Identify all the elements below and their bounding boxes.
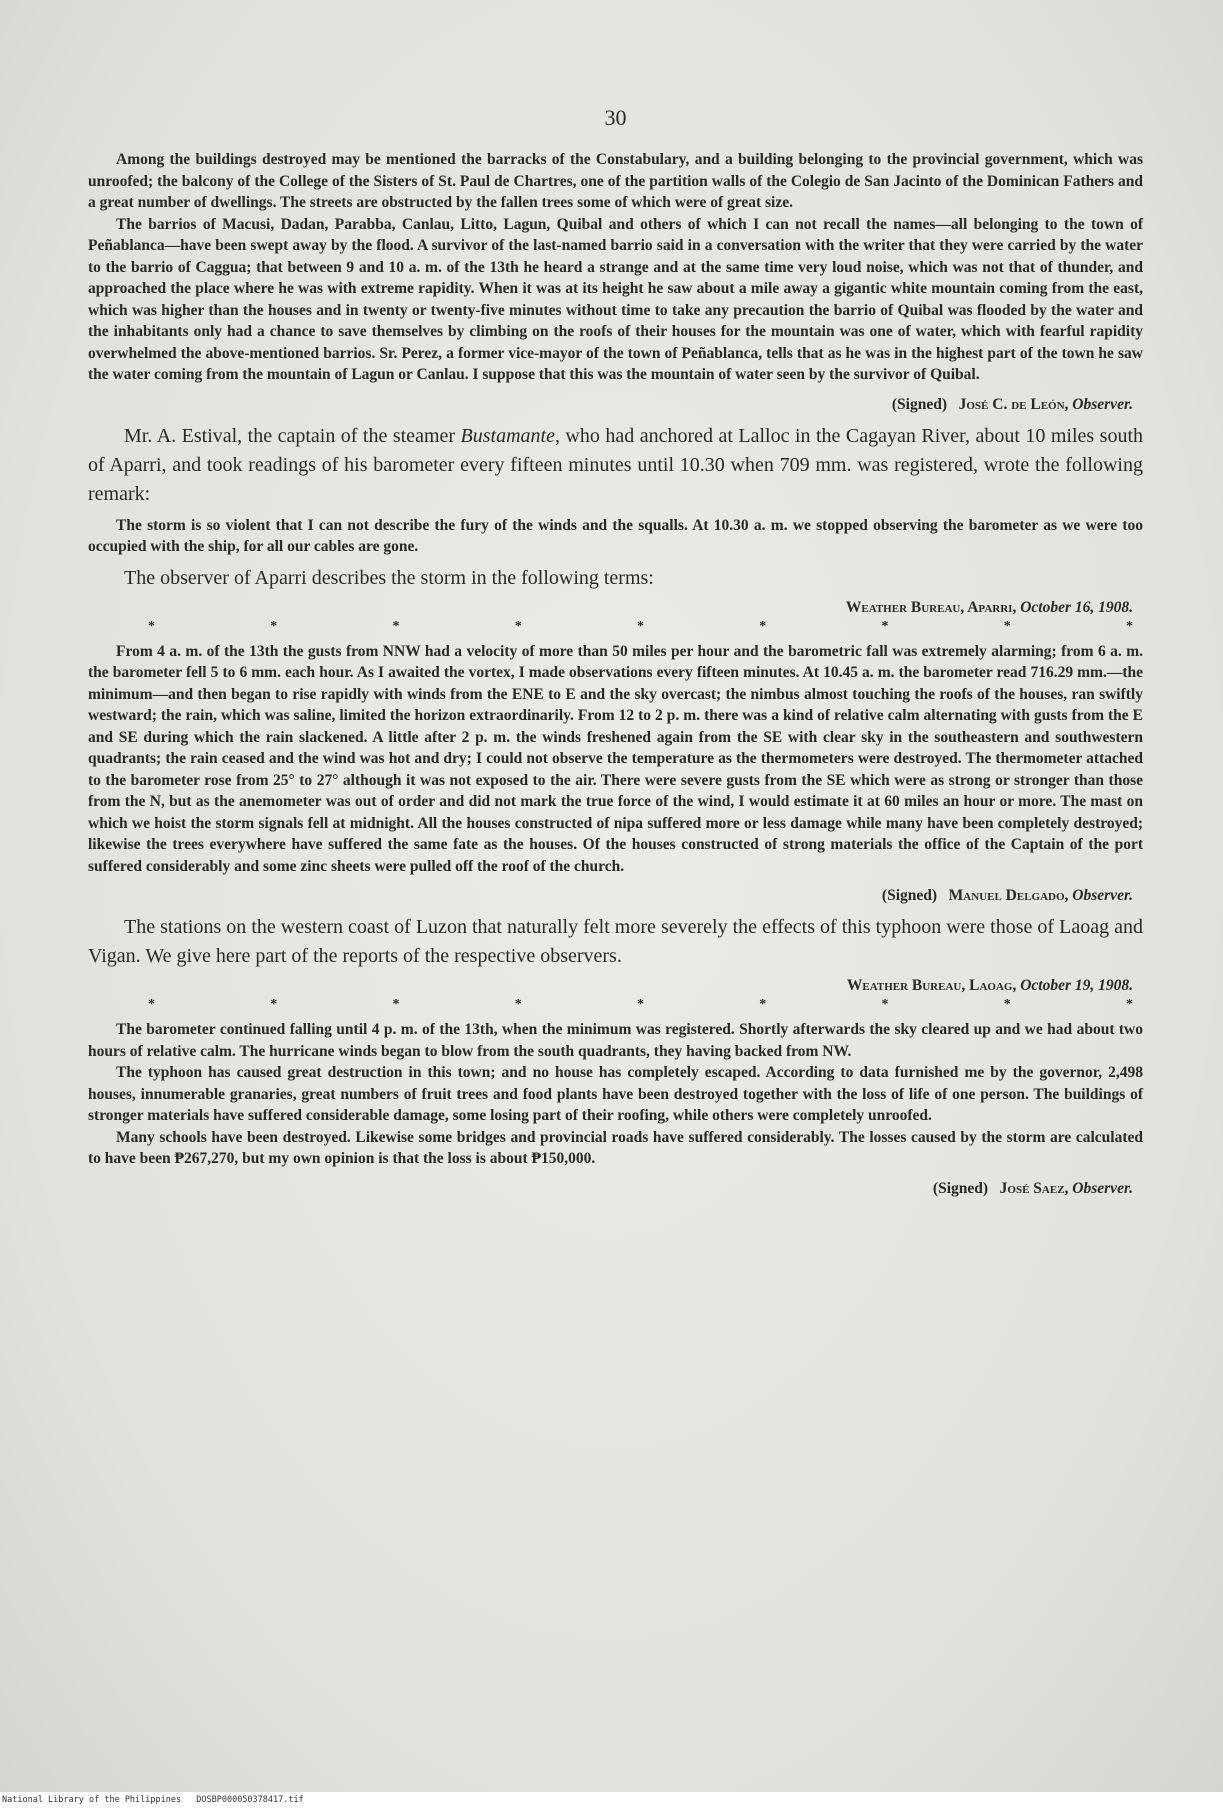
ellipsis-mark: * bbox=[514, 997, 522, 1012]
page-number: 30 bbox=[604, 105, 627, 130]
observer-role: Observer. bbox=[1072, 1179, 1133, 1197]
ellipsis-row bbox=[88, 997, 1143, 1013]
ellipsis-mark: * bbox=[392, 997, 400, 1012]
scan-footer bbox=[0, 1792, 1223, 1808]
ellipsis-mark: * bbox=[759, 618, 767, 634]
ellipsis-mark: * bbox=[148, 618, 155, 634]
ellipsis-mark: * bbox=[148, 997, 155, 1012]
ellipsis-mark: * bbox=[1003, 997, 1011, 1012]
heading-laoag bbox=[88, 977, 1133, 995]
ellipsis-mark: * bbox=[392, 618, 400, 634]
paragraph-barrios-flood: The barrios of Macusi, Dadan, Parabba, Canlau, Litto, Lagun, Quibal and others of which I can not recall the names—all belonging to the town of Peñablanca—have been swept away by the flood. A survivor of the last-named barrio said in a conversation with the writer that they were carried by the water to the barrio of Caggua; that between 9 and 10 a. m. of the 13th he heard a strange and at the same time very loud noise, which was not that of thunder, and approached the place where he was with extreme rapidity. When it was at its height he saw about a mile away a gigantic white mountain coming from the east, which was higher than the houses and in twenty or twenty-five minutes without time to take any precaution the barrio of Quibal was flooded by the water and the inhabitants only had a chance to save themselves by climbing on the roofs of their houses for the mountain was one of water, which with fearful rapidity overwhelmed the above-mentioned barrios. Sr. Perez, a former vice-mayor of the town of Peñablanca, tells that as he was in the highest part of the town he saw the water coming from the mountain of Lagun or Canlau. I suppose that this was the mountain of water seen by the survivor of Quibal. bbox=[88, 215, 1143, 383]
paragraph-laoag-barometer: The barometer continued falling until 4 p. m. of the 13th, when the minimum was registered. Shortly afterwards the sky cleared up and we had about two hours of relative calm. The hurricane winds began to blow from the south quadrants, they having backed from NW. bbox=[88, 1021, 1143, 1060]
heading-aparri bbox=[88, 599, 1133, 617]
signature-delgado bbox=[88, 887, 1133, 905]
ellipsis-mark: * bbox=[637, 618, 644, 634]
estival-text-end: , who had anchored at Lalloc in the Cagayan River, about 10 miles south of Aparri, and took readings of his barometer every fifteen minutes until 10.30 when 709 mm. was registered, wrote the following remark: bbox=[88, 424, 1143, 505]
paragraph-laoag-destruction: The typhoon has caused great destruction in this town; and no house has completely escaped. According to data furnished me by the governor, 2,498 houses, innumerable granaries, great numbers of fruit trees and food plants have been destroyed together with the loss of life of one person. The buildings of stronger materials have suffered considerable damage, some losing part of their roofing, while others were completely unroofed. bbox=[88, 1064, 1143, 1124]
ellipsis-mark: * bbox=[270, 997, 278, 1012]
signature-de-leon bbox=[88, 396, 1133, 414]
paragraph-laoag-losses: Many schools have been destroyed. Likewise some bridges and provincial roads have suffered considerably. The losses caused by the storm are calculated to have been ₱267,270, but my own opinion is that the loss is about ₱150,000. bbox=[88, 1128, 1143, 1167]
heading-place: Weather Bureau, Aparri, bbox=[845, 598, 1017, 616]
paragraph-estival bbox=[88, 422, 1143, 509]
ellipsis-mark: * bbox=[881, 997, 889, 1012]
paragraph-buildings-destroyed: Among the buildings destroyed may be mentioned the barracks of the Constabulary, and a building belonging to the provincial government, which was unroofed; the balcony of the College of the Sisters of St. Paul de Chartres, one of the partition walls of the Colegio de San Jacinto of the Dominican Fathers and a great number of dwellings. The streets are obstructed by the fallen trees some of which were of great size. bbox=[88, 151, 1143, 211]
ellipsis-mark: * bbox=[881, 618, 889, 634]
signed-prefix: (Signed) bbox=[891, 395, 947, 413]
paragraph-western-coast: The stations on the western coast of Luzon that naturally felt more severely the effects of this typhoon were those of Laoag and Vigan. We give here part of the reports of the respective observers. bbox=[88, 916, 1143, 967]
ship-name: Bustamante bbox=[460, 424, 555, 447]
heading-date: October 16, 1908. bbox=[1020, 598, 1133, 616]
observer-name: Manuel Delgado, bbox=[948, 887, 1069, 904]
observer-name: José C. de León, bbox=[958, 395, 1069, 413]
observer-role: Observer. bbox=[1072, 887, 1133, 904]
ellipsis-mark: * bbox=[270, 618, 278, 634]
ellipsis-mark: * bbox=[637, 997, 644, 1012]
page-content bbox=[88, 105, 1143, 1206]
heading-date: October 19, 1908. bbox=[1020, 977, 1133, 994]
ellipsis-mark: * bbox=[759, 997, 767, 1012]
estival-text-start: Mr. A. Estival, the captain of the steamer bbox=[124, 424, 461, 447]
paragraph-aparri-intro: The observer of Aparri describes the storm in the following terms: bbox=[124, 566, 654, 589]
heading-place: Weather Bureau, Laoag, bbox=[846, 977, 1017, 994]
ellipsis-mark: * bbox=[1126, 618, 1133, 634]
observer-role: Observer. bbox=[1072, 395, 1133, 413]
signed-prefix: (Signed) bbox=[932, 1179, 989, 1197]
signed-prefix: (Signed) bbox=[881, 887, 938, 904]
ellipsis-mark: * bbox=[1003, 618, 1011, 634]
paragraph-estival-remark: The storm is so violent that I can not describe the fury of the winds and the squalls. At 10.30 a. m. we stopped observing the barometer as we were too occupied with the ship, for all our cables are gone. bbox=[88, 516, 1143, 555]
paragraph-aparri-report: From 4 a. m. of the 13th the gusts from NNW had a velocity of more than 50 miles per hour and the barometric fall was extremely alarming; from 6 a. m. the barometer fell 5 to 6 mm. each hour. As I awaited the vortex, I made observations every fifteen minutes. At 10.45 a. m. the barometer read 716.29 mm.—the minimum—and then began to rise rapidly with winds from the ENE to E and the sky overcast; the nimbus almost touching the roofs of the houses, ran swiftly westward; the rain, which was saline, limited the horizon extraordinarily. From 12 to 2 p. m. there was a kind of relative calm alternating with gusts from the E and SE during which the rain slackened. A little after 2 p. m. the winds freshened again from the SE with clear sky in the southeastern and southwestern quadrants; the rain ceased and the wind was hot and dry; I could not observe the temperature as the thermometers were destroyed. The thermometer attached to the barometer rose from 25° to 27° although it was not exposed to the air. There were severe gusts from the SE which were as strong or stronger than those from the N, but as the anemometer was out of order and did not mark the true force of the wind, I would estimate it at 60 miles an hour or more. The mast on which we hoist the storm signals fell at midnight. All the houses constructed of nipa suffered more or less damage while many have been completely destroyed; likewise the trees everywhere have suffered the same fate as the houses. Of the houses constructed of strong materials the office of the Captain of the port suffered considerably and some zinc sheets were pulled off the roof of the church. bbox=[88, 642, 1143, 875]
footer-library: National Library of the Philippines bbox=[2, 1795, 182, 1805]
observer-name: José Saez, bbox=[999, 1179, 1069, 1197]
footer-file: DOSBP000050378417.tif bbox=[196, 1795, 304, 1805]
signature-saez bbox=[88, 1180, 1133, 1198]
ellipsis-mark: * bbox=[514, 618, 522, 634]
ellipsis-mark: * bbox=[1126, 997, 1133, 1012]
ellipsis-row bbox=[88, 619, 1143, 635]
